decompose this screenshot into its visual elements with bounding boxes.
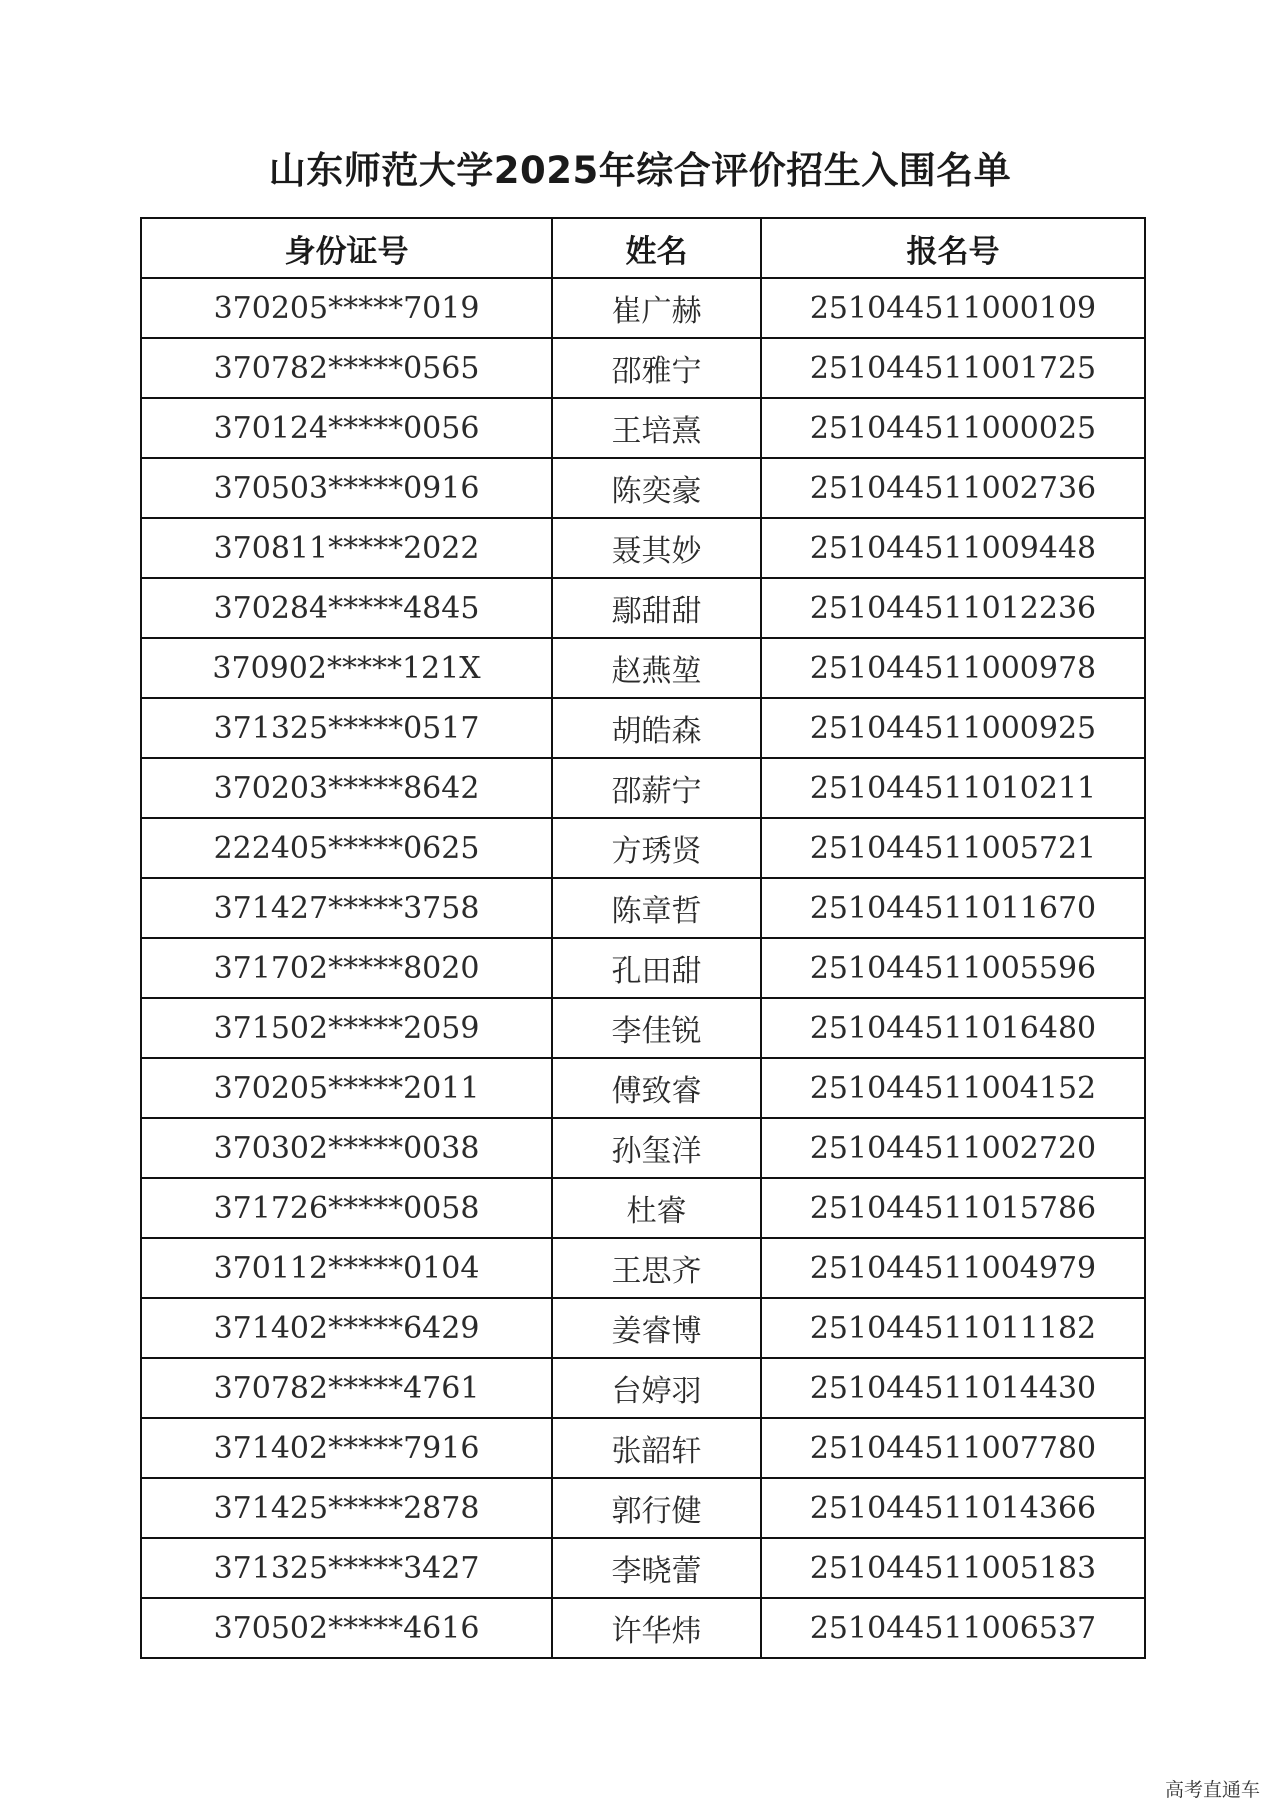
admission-list-table — [140, 217, 1146, 1659]
cell-registration-number: 251044511000978 — [761, 638, 1145, 698]
cell-id-number: 370502*****4616 — [141, 1598, 552, 1658]
cell-name: 姜睿博 — [552, 1298, 761, 1358]
cell-name: 赵燕堃 — [552, 638, 761, 698]
table-row — [141, 1358, 1145, 1418]
cell-id-number: 370124*****0056 — [141, 398, 552, 458]
cell-registration-number: 251044511010211 — [761, 758, 1145, 818]
cell-registration-number: 251044511016480 — [761, 998, 1145, 1058]
cell-name: 陈章哲 — [552, 878, 761, 938]
cell-registration-number: 251044511014430 — [761, 1358, 1145, 1418]
cell-name: 方琇贤 — [552, 818, 761, 878]
table-row — [141, 1178, 1145, 1238]
header-id-number: 身份证号 — [141, 218, 552, 278]
table-row — [141, 818, 1145, 878]
cell-name: 台婷羽 — [552, 1358, 761, 1418]
cell-id-number: 222405*****0625 — [141, 818, 552, 878]
cell-name: 邵薪宁 — [552, 758, 761, 818]
cell-id-number: 370205*****2011 — [141, 1058, 552, 1118]
cell-id-number: 371325*****3427 — [141, 1538, 552, 1598]
cell-id-number: 370205*****7019 — [141, 278, 552, 338]
cell-name: 陈奕豪 — [552, 458, 761, 518]
cell-name: 邵雅宁 — [552, 338, 761, 398]
table-row — [141, 698, 1145, 758]
cell-registration-number: 251044511001725 — [761, 338, 1145, 398]
cell-name: 杜睿 — [552, 1178, 761, 1238]
cell-registration-number: 251044511007780 — [761, 1418, 1145, 1478]
cell-name: 王思齐 — [552, 1238, 761, 1298]
cell-registration-number: 251044511014366 — [761, 1478, 1145, 1538]
table-row — [141, 398, 1145, 458]
cell-name: 孙玺洋 — [552, 1118, 761, 1178]
cell-id-number: 371702*****8020 — [141, 938, 552, 998]
table-row — [141, 998, 1145, 1058]
cell-registration-number: 251044511012236 — [761, 578, 1145, 638]
cell-registration-number: 251044511011182 — [761, 1298, 1145, 1358]
header-registration-number: 报名号 — [761, 218, 1145, 278]
cell-registration-number: 251044511000925 — [761, 698, 1145, 758]
table-row — [141, 1118, 1145, 1178]
cell-registration-number: 251044511015786 — [761, 1178, 1145, 1238]
cell-id-number: 371502*****2059 — [141, 998, 552, 1058]
cell-name: 鄢甜甜 — [552, 578, 761, 638]
cell-name: 聂其妙 — [552, 518, 761, 578]
table-row — [141, 938, 1145, 998]
cell-name: 崔广赫 — [552, 278, 761, 338]
table-row — [141, 638, 1145, 698]
cell-registration-number: 251044511006537 — [761, 1598, 1145, 1658]
cell-name: 胡皓森 — [552, 698, 761, 758]
header-name: 姓名 — [552, 218, 761, 278]
table-row — [141, 1478, 1145, 1538]
cell-name: 王培熹 — [552, 398, 761, 458]
cell-registration-number: 251044511004979 — [761, 1238, 1145, 1298]
table-row — [141, 518, 1145, 578]
table-row — [141, 578, 1145, 638]
cell-name: 孔田甜 — [552, 938, 761, 998]
cell-id-number: 370112*****0104 — [141, 1238, 552, 1298]
cell-registration-number: 251044511005596 — [761, 938, 1145, 998]
cell-id-number: 370782*****4761 — [141, 1358, 552, 1418]
table-row — [141, 1298, 1145, 1358]
cell-name: 李佳锐 — [552, 998, 761, 1058]
cell-registration-number: 251044511002720 — [761, 1118, 1145, 1178]
cell-id-number: 371402*****7916 — [141, 1418, 552, 1478]
cell-id-number: 371402*****6429 — [141, 1298, 552, 1358]
table-row — [141, 1058, 1145, 1118]
table-header-row — [141, 218, 1145, 278]
table-row — [141, 278, 1145, 338]
watermark: 高考直通车 — [1164, 1779, 1260, 1801]
table-row — [141, 1418, 1145, 1478]
table-row — [141, 1598, 1145, 1658]
cell-name: 张韶轩 — [552, 1418, 761, 1478]
cell-id-number: 371726*****0058 — [141, 1178, 552, 1238]
cell-id-number: 370503*****0916 — [141, 458, 552, 518]
cell-id-number: 370782*****0565 — [141, 338, 552, 398]
cell-registration-number: 251044511000025 — [761, 398, 1145, 458]
cell-id-number: 371325*****0517 — [141, 698, 552, 758]
cell-registration-number: 251044511005721 — [761, 818, 1145, 878]
cell-registration-number: 251044511000109 — [761, 278, 1145, 338]
cell-id-number: 370902*****121X — [141, 638, 552, 698]
cell-id-number: 370811*****2022 — [141, 518, 552, 578]
cell-registration-number: 251044511005183 — [761, 1538, 1145, 1598]
table-row — [141, 1238, 1145, 1298]
cell-name: 李晓蕾 — [552, 1538, 761, 1598]
cell-id-number: 370302*****0038 — [141, 1118, 552, 1178]
cell-id-number: 371425*****2878 — [141, 1478, 552, 1538]
cell-registration-number: 251044511011670 — [761, 878, 1145, 938]
cell-name: 傅致睿 — [552, 1058, 761, 1118]
table-row — [141, 758, 1145, 818]
cell-registration-number: 251044511009448 — [761, 518, 1145, 578]
table-row — [141, 878, 1145, 938]
table-body — [141, 278, 1145, 1658]
cell-id-number: 370284*****4845 — [141, 578, 552, 638]
cell-id-number: 371427*****3758 — [141, 878, 552, 938]
cell-name: 许华炜 — [552, 1598, 761, 1658]
cell-registration-number: 251044511002736 — [761, 458, 1145, 518]
cell-registration-number: 251044511004152 — [761, 1058, 1145, 1118]
table-row — [141, 458, 1145, 518]
table-row — [141, 1538, 1145, 1598]
cell-name: 郭行健 — [552, 1478, 761, 1538]
table-row — [141, 338, 1145, 398]
page-title: 山东师范大学2025年综合评价招生入围名单 — [268, 149, 1012, 192]
cell-id-number: 370203*****8642 — [141, 758, 552, 818]
